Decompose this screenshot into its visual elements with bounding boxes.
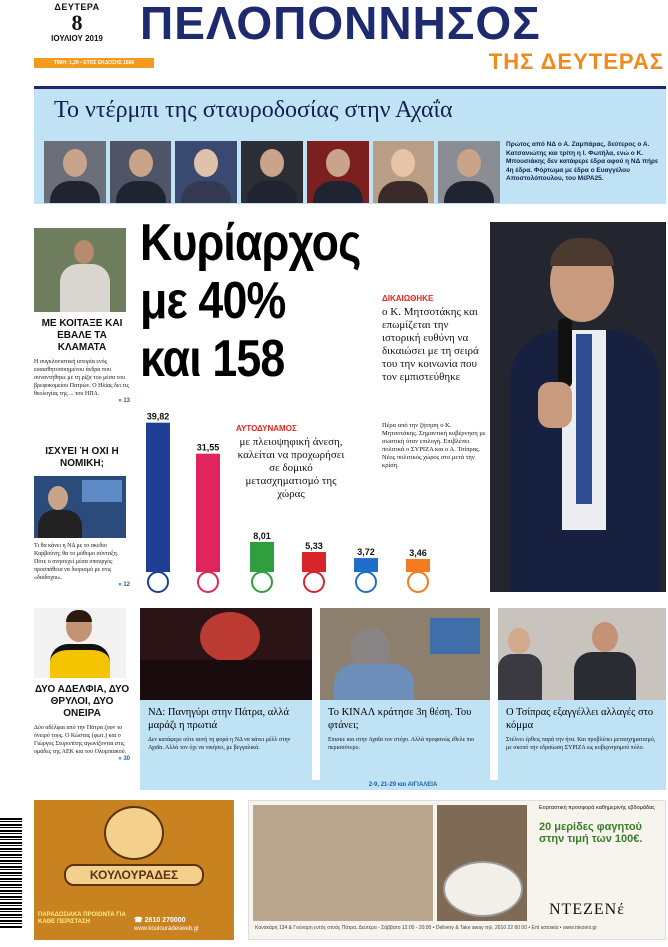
story-body: Στέλνει έρθεις παρά την ήτα. Και προβλέπει μετασχηματισμό, με σκοπό την εδραίωση ΣΥΡΙΖΑ ως κυβερνησιμού πόλο. (506, 737, 656, 751)
newspaper-logo-subtitle: ΤΗΣ ΔΕΥΤΕΡΑΣ (488, 49, 664, 74)
side-text: ο Κ. Μητσοτάκης και επωμίζεται την ιστορική ευθύνη να δικαιώσει με τη σειρά του την κοινωνία που τον εμπιστεύθηκε (382, 306, 479, 383)
politician-photo (438, 141, 500, 203)
story-card[interactable] (140, 608, 312, 784)
story-title: Ο Τσίπρας εξαγγέλλει αλλαγές στο κόμμα (506, 707, 654, 731)
story-title: Το ΚΙΝΑΛ κράτησε 3η θέση. Του φτάνει; (328, 707, 472, 731)
bar-4 (354, 558, 378, 572)
story-photo (34, 476, 126, 538)
story-card[interactable] (498, 608, 666, 784)
stories-footer: 2-9, 21-29 και ΑΙΓΙΑΛΕΙΑ (140, 780, 666, 790)
politician-photo (175, 141, 237, 203)
bar-3 (302, 552, 326, 572)
story-body: Δεν κατάφερε ούτε αυτή τη φορά η ΝΔ να κάνει μέλλ στην Αχαΐα. Αλλά τον όχι να νικήσει, με βεγγαλικά. (148, 737, 291, 751)
dish-icon (443, 861, 523, 917)
politician-photo (241, 141, 303, 203)
ad-brand: ΚΟΥΛΟΥΡΑΔΕΣ (64, 864, 204, 886)
bar-label-0: 39,82 (146, 412, 170, 422)
celebration-photo (140, 608, 312, 700)
issue-date (34, 2, 120, 43)
page-reference: » 30 (118, 756, 130, 762)
politician-photo (110, 141, 172, 203)
photo-stories (140, 608, 666, 784)
koulourades-ad[interactable] (34, 800, 234, 940)
ad-address: Κανακάρη 134 & Γούναρη εντός στοάς Πάτρα, Δευτέρα - Σάββατο 12:00 - 20:00 • Delivery & Take away τηλ. 2610 22 60 00 • Eπί κατοικία • www.ntezeni.gr (255, 925, 597, 931)
politician-photo (44, 141, 106, 203)
bar-0 (146, 423, 170, 572)
ad-offer: 20 μερίδες φαγητού στην τιμή των 100€. (539, 821, 643, 845)
party-logo-0 (148, 572, 168, 592)
story-photo (34, 228, 126, 312)
main-headline[interactable] (140, 214, 361, 388)
top-banner[interactable] (34, 86, 666, 204)
barcode (0, 818, 22, 928)
page-reference: » 13 (118, 398, 130, 404)
party-logo-2 (252, 572, 272, 592)
bar-5 (406, 559, 430, 572)
story-caption (320, 700, 490, 780)
bar-1 (196, 454, 220, 572)
bar-2 (250, 542, 274, 572)
headline-line: με 40% (140, 272, 286, 330)
restaurant-photo (253, 805, 433, 921)
side-kicker: ΔΙΚΑΙΩΘΗΚΕ (382, 294, 434, 303)
bar-label-5: 3,46 (409, 548, 427, 559)
story-body: Δύο αδέλφια από την Πάτρα ζουν το όνειρό τους. Ο Κώστας (φωτ.) και ο Γιώργος Στυροπίτης αγωνίζονται στις ομάδες της ΑΕΚ και του Ολυμπιακού. (34, 725, 127, 755)
month-year: ΙΟΥΛΙΟΥ 2019 (51, 34, 103, 43)
day-of-week: ΔΕΥΤΕΡΑ (54, 2, 100, 12)
party-logo-1 (198, 572, 218, 592)
mitsotakis-photo (490, 222, 666, 592)
ad-phone: ☎ 2610 270000 (134, 917, 186, 924)
story-body: Τι θα κάνει η ΝΔ με το σκεδιο Καρβούνη; θα το μόθυμο σύνταξη. Πότε ο ανησυχεί μέσα υπουργός προσπάθεια να διορισμό με στις «διάδοχοι». (34, 543, 119, 581)
story-title: ΝΔ: Πανηγύρι στην Πάτρα, αλλά μαράζι η πρωτιά (148, 707, 289, 731)
ad-website: www.koulouradesweb.gr (134, 926, 200, 932)
day-number: 8 (71, 10, 83, 35)
party-logo-4 (356, 572, 376, 592)
story-body: Επισκε και στην Αχαΐα τον στόχο. Αλλά προφανώς έθελε πιο περισσότερο. (328, 737, 475, 751)
politician-photo (307, 141, 369, 203)
ad-offer-label: Εορταστική προσφορά καθημερινής εβδομάδας (539, 805, 655, 811)
left-story-3[interactable] (34, 608, 130, 762)
page-reference: » 12 (118, 582, 130, 588)
story-caption (498, 700, 666, 780)
side-small-text: Πέρα από την ζήτηση ο Κ. Μητσοτάκης. Σημαντική κυβέρνηση με σωστική όταν επιλογή. Επιβλέπει πολιτικά ο ΣΥΡΙΖΑ και ο Α. Τσίπρας. Νέος πολιτικός χώρος στο μετά την κρίση. (382, 422, 486, 469)
story-card[interactable] (320, 608, 490, 784)
newspaper-logo: ΠΕΛΟΠΟΝΝΗΣΟΣ (140, 0, 541, 49)
banner-summary: Πρώτος από ΝΔ ο Α. Ζαμπάρας, δεύτερος ο Α. Κατσανιώτης και τρίτη η Ι. Φωτήλα, ενώ ο Κ. Μπουσιάκης δεν κατάφερε έδρα αφού η ΝΔ πήρε 4η έδρα. Φόρτωμα με έδρα ο Ευαγγέλου Αποστολόπουλου, του ΜέΡΑ25. (506, 141, 659, 182)
left-story-2[interactable] (34, 446, 130, 588)
party-logo-5 (408, 572, 428, 592)
story-headline: ΔΥΟ ΑΔΕΛΦΙΑ, ΔΥΟ ΘΡΥΛΟΙ, ΔΥΟ ΟΝΕΙΡΑ (34, 684, 130, 719)
banner-photo-strip (44, 141, 500, 203)
masthead (0, 0, 668, 84)
story-caption (140, 700, 312, 780)
story-body: Η συγκλονιστική ιστορία ενός ευαισθητοποιημένου άνδρα που συναντήθηκε με τη ρίζα του μέσα του βρεφοκομείου Πατρών. Ο Ηλίας δει τις θεολογίας της ... του ΗΠΑ. (34, 359, 129, 397)
ad-brand: ΝΤΕΖΕΝέ (549, 901, 625, 918)
baker-icon (104, 806, 164, 860)
bar-label-2: 8,01 (253, 530, 271, 541)
bar-label-3: 5,33 (305, 541, 323, 552)
headline-line: και 158 (140, 330, 285, 388)
chart-kicker: ΑΥΤΟΔΥΝΑΜΟΣ (236, 424, 297, 433)
ntezeni-ad[interactable] (248, 800, 666, 940)
footballer-photo (34, 608, 126, 678)
tsipras-photo (498, 608, 666, 700)
party-logo-3 (304, 572, 324, 592)
bar-label-4: 3,72 (357, 547, 375, 558)
headline-line: Κυρίαρχος (140, 214, 361, 272)
left-story-1[interactable] (34, 228, 130, 404)
chart-text: με πλειοψηφική άνεση, καλείται να προχωρήσει σε δομικό μετασχηματισμό της χώρας (237, 436, 345, 500)
price-strip: ΤΙΜΗ: 1,20 • ΕΤΟΣ ΕΚΔΟΣΗΣ 1886 (34, 58, 154, 68)
bar-label-1: 31,55 (196, 442, 220, 453)
politician-photo (373, 141, 435, 203)
ad-slogan: ΠΑΡΑΔΟΣΙΑΚΑ ΠΡΟΙΟΝΤΑ ΓΙΑ ΚΑΘΕ ΠΕΡΙΣΤΑΣΗ (38, 912, 126, 925)
story-headline: ΜΕ ΚΟΙΤΑΞΕ ΚΑΙ ΕΒΑΛΕ ΤΑ ΚΛΑΜΑΤΑ (41, 318, 123, 353)
banner-title: Το ντέρμπι της σταυροδοσίας στην Αχαΐα (54, 97, 453, 123)
tv-watching-photo (320, 608, 490, 700)
story-headline: ΙΣΧΥΕΙ Ή ΟΧΙ Η ΝΟΜΙΚΗ; (45, 446, 119, 469)
